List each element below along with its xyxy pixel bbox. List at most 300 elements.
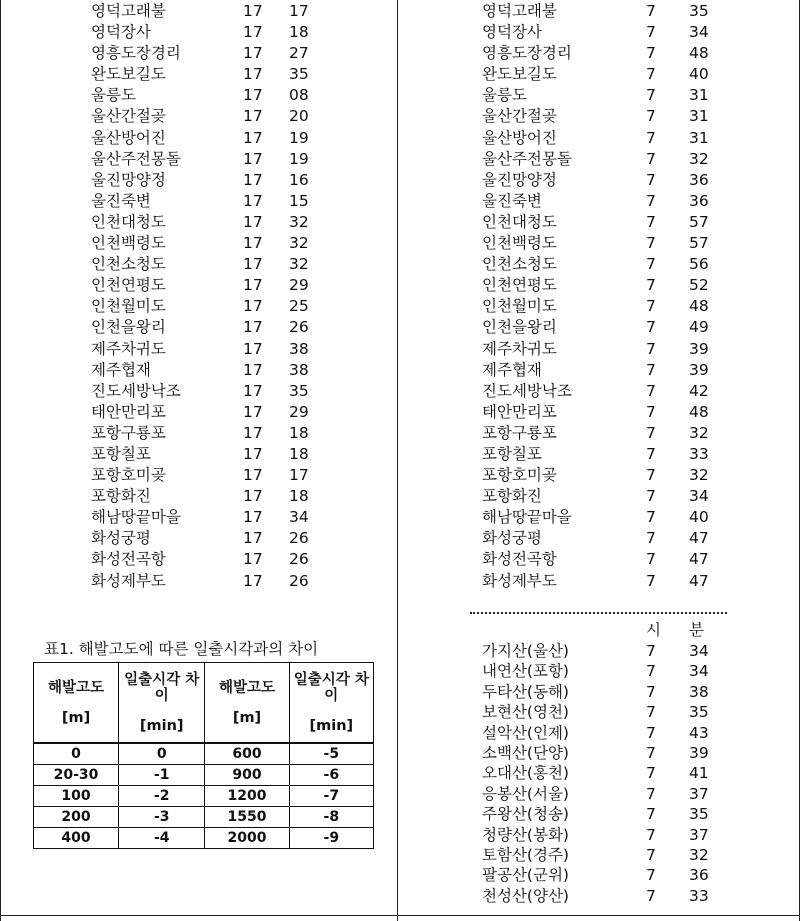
minute-value: 34 <box>289 508 309 527</box>
list-item <box>0 170 397 191</box>
hour-value: 17 <box>243 128 263 147</box>
hour-value: 17 <box>243 466 263 485</box>
table-header-row <box>34 663 374 744</box>
minute-value: 35 <box>289 65 309 84</box>
minute-value: 34 <box>689 662 709 681</box>
list-item <box>0 22 397 43</box>
list-item <box>398 22 799 43</box>
minute-value: 37 <box>689 784 709 803</box>
table-cell: -1 <box>119 765 205 786</box>
minute-value: 34 <box>689 642 709 660</box>
list-item <box>0 296 397 317</box>
minute-value: 20 <box>289 107 309 126</box>
table-cell: 200 <box>34 807 119 828</box>
minute-value: 48 <box>689 297 709 316</box>
mountain-column-headers <box>398 619 799 641</box>
list-item <box>398 212 799 233</box>
location-name: 울산주전몽돌 <box>91 149 181 168</box>
header-diff-1: 일출시각 차이 [min] <box>119 663 205 744</box>
list-item <box>398 661 799 681</box>
minute-value: 32 <box>689 149 709 168</box>
hour-value: 7 <box>646 466 656 485</box>
list-item <box>0 444 397 465</box>
minute-value: 47 <box>689 571 709 590</box>
minute-value: 39 <box>689 743 709 762</box>
list-item <box>398 465 799 486</box>
list-item <box>398 43 799 64</box>
list-item <box>0 360 397 381</box>
list-item <box>0 233 397 254</box>
minute-value: 31 <box>689 128 709 147</box>
list-item <box>398 191 799 212</box>
location-name: 포항화진 <box>482 487 542 506</box>
list-item <box>0 128 397 149</box>
hour-value: 7 <box>646 703 656 722</box>
hour-value: 7 <box>646 886 656 905</box>
hour-value: 7 <box>646 642 656 660</box>
location-name: 영흥도장경리 <box>482 44 572 63</box>
table-cell: 0 <box>34 743 119 765</box>
minute-value: 32 <box>689 466 709 485</box>
list-item <box>398 1 799 22</box>
location-name: 완도보길도 <box>482 65 557 84</box>
minute-value: 36 <box>689 866 709 885</box>
minute-value: 35 <box>689 805 709 824</box>
hour-value: 7 <box>646 65 656 84</box>
minute-value: 38 <box>289 339 309 358</box>
location-name: 포항칠포 <box>91 444 151 463</box>
minute-value: 35 <box>689 703 709 722</box>
minute-value: 17 <box>289 2 309 20</box>
location-name: 제주차귀도 <box>91 339 166 358</box>
location-name: 해남땅끝마을 <box>91 508 181 527</box>
list-item <box>398 254 799 275</box>
location-name: 인천연평도 <box>91 276 166 295</box>
table-row <box>34 786 374 807</box>
hour-value: 17 <box>243 255 263 274</box>
minute-value: 56 <box>689 255 709 274</box>
list-item <box>398 886 799 906</box>
mountain-sunrise-list <box>398 641 799 906</box>
hour-value: 17 <box>243 318 263 337</box>
hour-value: 17 <box>243 170 263 189</box>
minute-value: 39 <box>689 360 709 379</box>
minute-value: 32 <box>289 212 309 231</box>
location-name: 주왕산(청송) <box>482 805 569 824</box>
list-item <box>0 549 397 570</box>
location-name: 인천대청도 <box>482 212 557 231</box>
location-name: 영덕장사 <box>482 23 542 42</box>
minute-value: 15 <box>289 191 309 210</box>
hour-value: 7 <box>646 44 656 63</box>
hour-value: 7 <box>646 191 656 210</box>
location-name: 화성궁평 <box>482 529 542 548</box>
table-cell: 20-30 <box>34 765 119 786</box>
location-name: 제주차귀도 <box>482 339 557 358</box>
location-name: 제주협재 <box>482 360 542 379</box>
hour-value: 17 <box>243 107 263 126</box>
hour-value: 7 <box>646 381 656 400</box>
page-bottom-rule <box>0 915 800 916</box>
list-item <box>398 528 799 549</box>
location-name: 태안만리포 <box>482 402 557 421</box>
table-cell: 2000 <box>205 828 289 849</box>
location-name: 화성전곡항 <box>482 550 557 569</box>
hour-value: 7 <box>646 845 656 864</box>
location-name: 울산방어진 <box>91 128 166 147</box>
minute-value: 33 <box>689 886 709 905</box>
list-item <box>398 339 799 360</box>
hour-value: 17 <box>243 487 263 506</box>
location-name: 인천소청도 <box>91 255 166 274</box>
list-item <box>0 191 397 212</box>
minute-value: 35 <box>689 2 709 20</box>
minute-value: 17 <box>289 466 309 485</box>
hour-value: 7 <box>646 423 656 442</box>
location-name: 천성산(양산) <box>482 886 569 905</box>
altitude-difference-table <box>33 662 374 849</box>
table-cell: -3 <box>119 807 205 828</box>
list-item <box>398 106 799 127</box>
table-cell: 1200 <box>205 786 289 807</box>
table-row <box>34 807 374 828</box>
minute-value: 48 <box>689 402 709 421</box>
location-name: 소백산(단양) <box>482 743 569 762</box>
minute-value: 57 <box>689 234 709 253</box>
table-cell: -5 <box>289 743 373 765</box>
location-name: 영덕고래불 <box>482 2 557 20</box>
table-cell: -6 <box>289 765 373 786</box>
hour-value: 17 <box>243 297 263 316</box>
table-cell: -2 <box>119 786 205 807</box>
sunrise-time-list <box>398 1 799 592</box>
list-item <box>398 702 799 722</box>
location-name: 인천연평도 <box>482 276 557 295</box>
list-item <box>398 170 799 191</box>
minute-value: 41 <box>689 764 709 783</box>
minute-value: 37 <box>689 825 709 844</box>
table-cell: 0 <box>119 743 205 765</box>
hour-value: 17 <box>243 86 263 105</box>
hour-value: 7 <box>646 234 656 253</box>
location-name: 울릉도 <box>91 86 136 105</box>
list-item <box>0 106 397 127</box>
minute-value: 40 <box>689 508 709 527</box>
hour-value: 17 <box>243 234 263 253</box>
table-row <box>34 743 374 765</box>
header-altitude-2: 해발고도 [m] <box>205 663 289 744</box>
hour-value: 7 <box>646 255 656 274</box>
list-item <box>398 381 799 402</box>
minute-value: 18 <box>289 444 309 463</box>
location-name: 포항구룡포 <box>482 423 557 442</box>
location-name: 포항화진 <box>91 487 151 506</box>
list-item <box>398 486 799 507</box>
minute-value: 19 <box>289 149 309 168</box>
location-name: 팔공산(군위) <box>482 866 569 885</box>
dotted-separator <box>470 612 727 614</box>
table-cell: 1550 <box>205 807 289 828</box>
hour-value: 7 <box>646 170 656 189</box>
minute-value: 38 <box>289 360 309 379</box>
location-name: 인천월미도 <box>482 297 557 316</box>
location-name: 제주협재 <box>91 360 151 379</box>
hour-value: 17 <box>243 212 263 231</box>
list-item <box>0 528 397 549</box>
location-name: 가지산(울산) <box>482 642 569 660</box>
table-cell: -7 <box>289 786 373 807</box>
location-name: 완도보길도 <box>91 65 166 84</box>
minute-value: 36 <box>689 170 709 189</box>
list-item <box>398 804 799 824</box>
hour-value: 17 <box>243 571 263 590</box>
minute-value: 32 <box>289 255 309 274</box>
hour-value: 17 <box>243 508 263 527</box>
minute-value: 29 <box>289 402 309 421</box>
minute-value: 39 <box>689 339 709 358</box>
minute-value: 16 <box>289 170 309 189</box>
minute-value: 27 <box>289 44 309 63</box>
minute-value: 42 <box>689 381 709 400</box>
list-item <box>0 1 397 22</box>
minute-value: 32 <box>689 845 709 864</box>
hour-value: 7 <box>646 402 656 421</box>
hour-value: 7 <box>646 662 656 681</box>
list-item <box>0 339 397 360</box>
list-item <box>0 381 397 402</box>
location-name: 포항호미곶 <box>91 466 166 485</box>
location-name: 진도세방낙조 <box>91 381 181 400</box>
location-name: 진도세방낙조 <box>482 381 572 400</box>
hour-value: 17 <box>243 191 263 210</box>
hour-value: 7 <box>646 682 656 701</box>
location-name: 인천백령도 <box>482 234 557 253</box>
minute-value: 40 <box>689 65 709 84</box>
list-item <box>398 360 799 381</box>
hour-value: 7 <box>646 86 656 105</box>
location-name: 울진망양정 <box>91 170 166 189</box>
location-name: 울진죽변 <box>482 191 542 210</box>
hour-value: 7 <box>646 784 656 803</box>
hour-value: 7 <box>646 107 656 126</box>
location-name: 포항호미곶 <box>482 466 557 485</box>
table-row <box>34 828 374 849</box>
location-name: 화성궁평 <box>91 529 151 548</box>
minute-value: 25 <box>289 297 309 316</box>
minute-header: 분 <box>689 621 704 639</box>
list-item <box>398 845 799 865</box>
location-name: 해남땅끝마을 <box>482 508 572 527</box>
hour-value: 7 <box>646 723 656 742</box>
list-item <box>0 507 397 528</box>
minute-value: 08 <box>289 86 309 105</box>
list-item <box>398 64 799 85</box>
minute-value: 35 <box>289 381 309 400</box>
hour-value: 17 <box>243 44 263 63</box>
hour-value: 7 <box>646 743 656 762</box>
list-item <box>0 43 397 64</box>
list-item <box>398 128 799 149</box>
hour-value: 7 <box>646 360 656 379</box>
hour-value: 7 <box>646 128 656 147</box>
location-name: 인천소청도 <box>482 255 557 274</box>
header-altitude-1: 해발고도 [m] <box>34 663 119 744</box>
hour-value: 17 <box>243 339 263 358</box>
header-diff-2: 일출시각 차이 [min] <box>289 663 373 744</box>
hour-value: 7 <box>646 339 656 358</box>
location-name: 울산간절곶 <box>482 107 557 126</box>
location-name: 화성전곡항 <box>91 550 166 569</box>
hour-value: 17 <box>243 402 263 421</box>
minute-value: 26 <box>289 571 309 590</box>
hour-value: 7 <box>646 571 656 590</box>
minute-value: 26 <box>289 550 309 569</box>
location-name: 인천을왕리 <box>482 318 557 337</box>
list-item <box>0 275 397 296</box>
minute-value: 18 <box>289 487 309 506</box>
list-item <box>0 465 397 486</box>
list-item <box>398 784 799 804</box>
location-name: 울진죽변 <box>91 191 151 210</box>
location-name: 청량산(봉화) <box>482 825 569 844</box>
hour-value: 17 <box>243 2 263 20</box>
location-name: 화성제부도 <box>482 571 557 590</box>
location-name: 울진망양정 <box>482 170 557 189</box>
location-name: 포항칠포 <box>482 444 542 463</box>
location-name: 설악산(인제) <box>482 723 569 742</box>
hour-value: 17 <box>243 276 263 295</box>
hour-value: 7 <box>646 276 656 295</box>
hour-value: 17 <box>243 65 263 84</box>
sunset-time-list <box>0 1 397 592</box>
table-cell: 100 <box>34 786 119 807</box>
minute-value: 43 <box>689 723 709 742</box>
list-item <box>398 85 799 106</box>
hour-value: 7 <box>646 866 656 885</box>
list-item <box>398 296 799 317</box>
location-name: 내연산(포항) <box>482 662 569 681</box>
list-item <box>398 865 799 885</box>
hour-value: 7 <box>646 297 656 316</box>
list-item <box>398 549 799 570</box>
list-item <box>398 149 799 170</box>
minute-value: 26 <box>289 318 309 337</box>
hour-value: 17 <box>243 550 263 569</box>
location-name: 울산방어진 <box>482 128 557 147</box>
minute-value: 19 <box>289 128 309 147</box>
hour-value: 7 <box>646 444 656 463</box>
hour-value: 7 <box>646 529 656 548</box>
list-item <box>398 402 799 423</box>
table-cell: 600 <box>205 743 289 765</box>
hour-value: 7 <box>646 318 656 337</box>
list-item <box>0 423 397 444</box>
minute-value: 18 <box>289 423 309 442</box>
minute-value: 31 <box>689 107 709 126</box>
list-item <box>0 212 397 233</box>
list-item <box>398 743 799 763</box>
list-item <box>398 723 799 743</box>
list-item <box>398 682 799 702</box>
minute-value: 48 <box>689 44 709 63</box>
location-name: 화성제부도 <box>91 571 166 590</box>
hour-value: 17 <box>243 444 263 463</box>
minute-value: 52 <box>689 276 709 295</box>
minute-value: 38 <box>689 682 709 701</box>
minute-value: 31 <box>689 86 709 105</box>
list-item <box>0 85 397 106</box>
hour-value: 7 <box>646 508 656 527</box>
location-name: 울릉도 <box>482 86 527 105</box>
location-name: 토함산(경주) <box>482 845 569 864</box>
location-name: 울산간절곶 <box>91 107 166 126</box>
list-item <box>0 64 397 85</box>
minute-value: 18 <box>289 23 309 42</box>
list-item <box>0 317 397 338</box>
minute-value: 34 <box>689 23 709 42</box>
hour-value: 17 <box>243 149 263 168</box>
list-item <box>398 825 799 845</box>
location-name: 오대산(홍천) <box>482 764 569 783</box>
list-item <box>0 254 397 275</box>
location-name: 영덕장사 <box>91 23 151 42</box>
minute-value: 33 <box>689 444 709 463</box>
location-name: 응봉산(서울) <box>482 784 569 803</box>
table-cell: -9 <box>289 828 373 849</box>
hour-header: 시 <box>646 621 661 639</box>
hour-value: 17 <box>243 423 263 442</box>
hour-value: 7 <box>646 805 656 824</box>
location-name: 영흥도장경리 <box>91 44 181 63</box>
list-item <box>398 507 799 528</box>
list-item <box>398 233 799 254</box>
list-item <box>398 317 799 338</box>
list-item <box>398 444 799 465</box>
minute-value: 32 <box>689 423 709 442</box>
minute-value: 57 <box>689 212 709 231</box>
location-name: 인천대청도 <box>91 212 166 231</box>
hour-value: 7 <box>646 764 656 783</box>
list-item <box>0 402 397 423</box>
table-cell: -4 <box>119 828 205 849</box>
location-name: 울산주전몽돌 <box>482 149 572 168</box>
list-item <box>398 423 799 444</box>
location-name: 보현산(영천) <box>482 703 569 722</box>
table-caption: 표1. 해발고도에 따른 일출시각과의 차이 <box>44 640 319 658</box>
list-item <box>0 149 397 170</box>
hour-value: 7 <box>646 149 656 168</box>
table-row <box>34 765 374 786</box>
list-item <box>0 571 397 592</box>
location-name: 인천월미도 <box>91 297 166 316</box>
minute-value: 47 <box>689 550 709 569</box>
location-name: 인천백령도 <box>91 234 166 253</box>
list-item <box>398 763 799 783</box>
table-cell: -8 <box>289 807 373 828</box>
hour-value: 7 <box>646 23 656 42</box>
hour-value: 7 <box>646 825 656 844</box>
table-cell: 400 <box>34 828 119 849</box>
minute-value: 32 <box>289 234 309 253</box>
list-item <box>398 275 799 296</box>
hour-value: 7 <box>646 487 656 506</box>
hour-value: 7 <box>646 550 656 569</box>
minute-value: 29 <box>289 276 309 295</box>
minute-value: 26 <box>289 529 309 548</box>
hour-value: 7 <box>646 212 656 231</box>
location-name: 두타산(동해) <box>482 682 569 701</box>
list-item <box>0 486 397 507</box>
